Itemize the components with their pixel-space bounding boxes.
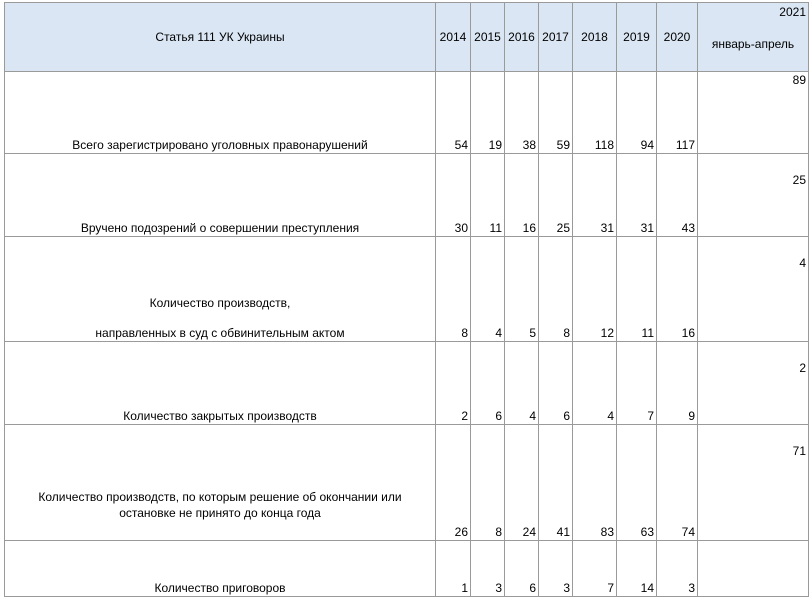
header-year-2018: 2018 bbox=[573, 3, 617, 72]
table-row bbox=[5, 154, 809, 237]
row-label bbox=[5, 237, 436, 342]
table-cell: 24 bbox=[505, 425, 539, 541]
table-cell: 8 bbox=[539, 237, 573, 342]
table-cell: 7 bbox=[617, 342, 657, 425]
row-label bbox=[5, 342, 436, 425]
header-period: январь-апрель bbox=[711, 37, 795, 51]
table-cell: 59 bbox=[539, 72, 573, 154]
table-cell: 11 bbox=[617, 237, 657, 342]
table-cell: 16 bbox=[657, 237, 698, 342]
table-cell: 6 bbox=[505, 541, 539, 597]
table-cell: 3 bbox=[539, 541, 573, 597]
table-cell: 14 bbox=[617, 541, 657, 597]
table-cell: 26 bbox=[436, 425, 471, 541]
table-cell-2021: 25 bbox=[698, 154, 809, 237]
table-cell: 31 bbox=[573, 154, 617, 237]
table-row bbox=[5, 541, 809, 597]
table-cell-2021: 71 bbox=[698, 425, 809, 541]
table-cell: 2 bbox=[436, 342, 471, 425]
table-cell: 117 bbox=[657, 72, 698, 154]
row-label bbox=[5, 425, 436, 541]
table-cell: 3 bbox=[471, 541, 505, 597]
table-header-row bbox=[5, 3, 809, 72]
row-label-line: остановке не принято до конца года bbox=[119, 506, 321, 520]
table-cell: 12 bbox=[573, 237, 617, 342]
table-cell: 94 bbox=[617, 72, 657, 154]
table-row bbox=[5, 342, 809, 425]
table-cell: 4 bbox=[505, 342, 539, 425]
table-cell: 118 bbox=[573, 72, 617, 154]
table-cell: 5 bbox=[505, 237, 539, 342]
table-cell-2021: 2 bbox=[698, 342, 809, 425]
row-label-line: Количество закрытых производств bbox=[123, 409, 317, 423]
table-cell: 31 bbox=[617, 154, 657, 237]
row-label-line: Количество производств, по которым решение об окончании или bbox=[38, 490, 402, 504]
table-cell: 4 bbox=[471, 237, 505, 342]
table-cell: 43 bbox=[657, 154, 698, 237]
row-label-line: Всего зарегистрировано уголовных правонарушений bbox=[72, 138, 368, 152]
table-cell: 11 bbox=[471, 154, 505, 237]
header-year-2021: 2021 bbox=[779, 5, 806, 19]
table-row bbox=[5, 72, 809, 154]
header-year-2017: 2017 bbox=[539, 3, 573, 72]
statistics-table bbox=[4, 2, 809, 597]
header-last-period-cell bbox=[698, 3, 809, 72]
table-cell: 38 bbox=[505, 72, 539, 154]
table-cell-2021 bbox=[698, 541, 809, 597]
header-year-2016: 2016 bbox=[505, 3, 539, 72]
row-label-line: Количество приговоров bbox=[154, 581, 286, 595]
table-cell: 1 bbox=[436, 541, 471, 597]
table-cell: 4 bbox=[573, 342, 617, 425]
table-cell: 6 bbox=[471, 342, 505, 425]
table-cell: 16 bbox=[505, 154, 539, 237]
header-label: Статья 111 УК Украины bbox=[5, 3, 436, 72]
table-cell: 25 bbox=[539, 154, 573, 237]
table-cell: 83 bbox=[573, 425, 617, 541]
table-cell: 74 bbox=[657, 425, 698, 541]
table-cell: 19 bbox=[471, 72, 505, 154]
header-year-2019: 2019 bbox=[617, 3, 657, 72]
table-cell: 7 bbox=[573, 541, 617, 597]
row-label bbox=[5, 541, 436, 597]
header-year-2015: 2015 bbox=[471, 3, 505, 72]
row-label-line: направленных в суд с обвинительным актом bbox=[95, 326, 345, 340]
table-cell: 8 bbox=[471, 425, 505, 541]
table-cell: 9 bbox=[657, 342, 698, 425]
table-cell: 6 bbox=[539, 342, 573, 425]
header-year-2020: 2020 bbox=[657, 3, 698, 72]
table-row bbox=[5, 425, 809, 541]
row-label-line: Количество производств, bbox=[149, 296, 291, 310]
table-cell: 8 bbox=[436, 237, 471, 342]
table-cell: 30 bbox=[436, 154, 471, 237]
table-cell: 3 bbox=[657, 541, 698, 597]
header-year-2014: 2014 bbox=[436, 3, 471, 72]
table-cell: 54 bbox=[436, 72, 471, 154]
table-cell-2021: 89 bbox=[698, 72, 809, 154]
row-label bbox=[5, 72, 436, 154]
row-label-line: Вручено подозрений о совершении преступления bbox=[80, 221, 360, 235]
table-cell-2021: 4 bbox=[698, 237, 809, 342]
row-label bbox=[5, 154, 436, 237]
table-row bbox=[5, 237, 809, 342]
table-cell: 63 bbox=[617, 425, 657, 541]
table-cell: 41 bbox=[539, 425, 573, 541]
